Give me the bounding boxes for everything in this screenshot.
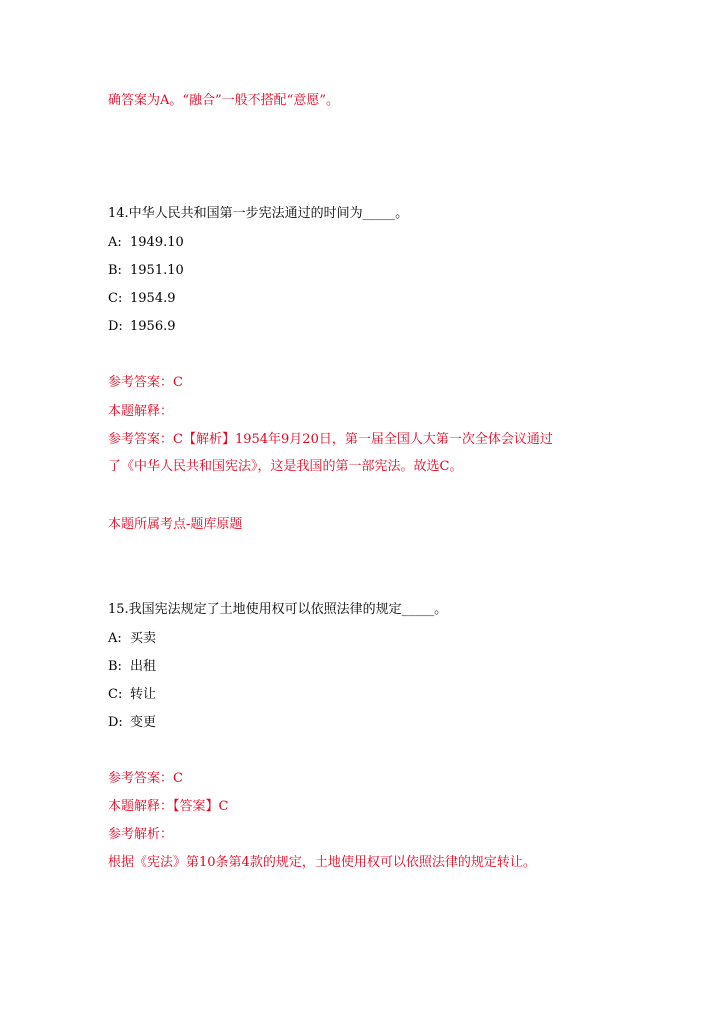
option-key: B: — [108, 659, 122, 674]
q14-option-c — [108, 291, 176, 307]
option-key: D: — [108, 715, 123, 730]
option-key: D: — [108, 319, 123, 334]
q14-explain-line-2: 了《中华人民共和国宪法》，这是我国的第一部宪法。故选C。 — [108, 459, 463, 474]
option-key: B: — [108, 263, 122, 278]
question-14-text: 14.中华人民共和国第一步宪法通过的时间为_____。 — [108, 206, 409, 221]
q15-option-b — [108, 659, 156, 675]
option-text: 1954.9 — [130, 291, 176, 306]
q15-option-a — [108, 631, 156, 647]
q14-source: 本题所属考点-题库原题 — [108, 517, 243, 532]
option-key: A: — [108, 235, 122, 250]
q15-option-c — [108, 687, 156, 703]
q14-option-d — [108, 319, 176, 335]
option-text: 变更 — [130, 715, 157, 730]
previous-answer-note: 确答案为A。“融合”一般不搭配“意愿”。 — [108, 93, 339, 108]
q15-answer: 参考答案：C — [108, 771, 183, 786]
option-text: 转让 — [130, 687, 157, 702]
q15-option-d — [108, 715, 156, 731]
q14-explain-title: 本题解释： — [108, 404, 174, 419]
option-text: 出租 — [130, 659, 157, 674]
option-key: A: — [108, 631, 122, 646]
q14-explain-line-1: 参考答案：C【解析】1954年9月20日，第一届全国人大第一次全体会议通过 — [108, 432, 553, 447]
q15-explain: 本题解释：【答案】C — [108, 799, 229, 814]
option-text: 买卖 — [130, 631, 157, 646]
option-key: C: — [108, 687, 123, 702]
option-key: C: — [108, 291, 123, 306]
option-text: 1951.10 — [130, 263, 184, 278]
q14-option-a — [108, 235, 184, 251]
q14-option-b — [108, 263, 184, 279]
question-15-text: 15.我国宪法规定了土地使用权可以依照法律的规定_____。 — [108, 602, 448, 617]
q14-answer: 参考答案：C — [108, 375, 183, 390]
option-text: 1949.10 — [130, 235, 184, 250]
q15-analysis: 根据《宪法》第10条第4款的规定，土地使用权可以依照法律的规定转让。 — [108, 855, 536, 870]
q15-analysis-title: 参考解析： — [108, 827, 174, 842]
option-text: 1956.9 — [130, 319, 176, 334]
